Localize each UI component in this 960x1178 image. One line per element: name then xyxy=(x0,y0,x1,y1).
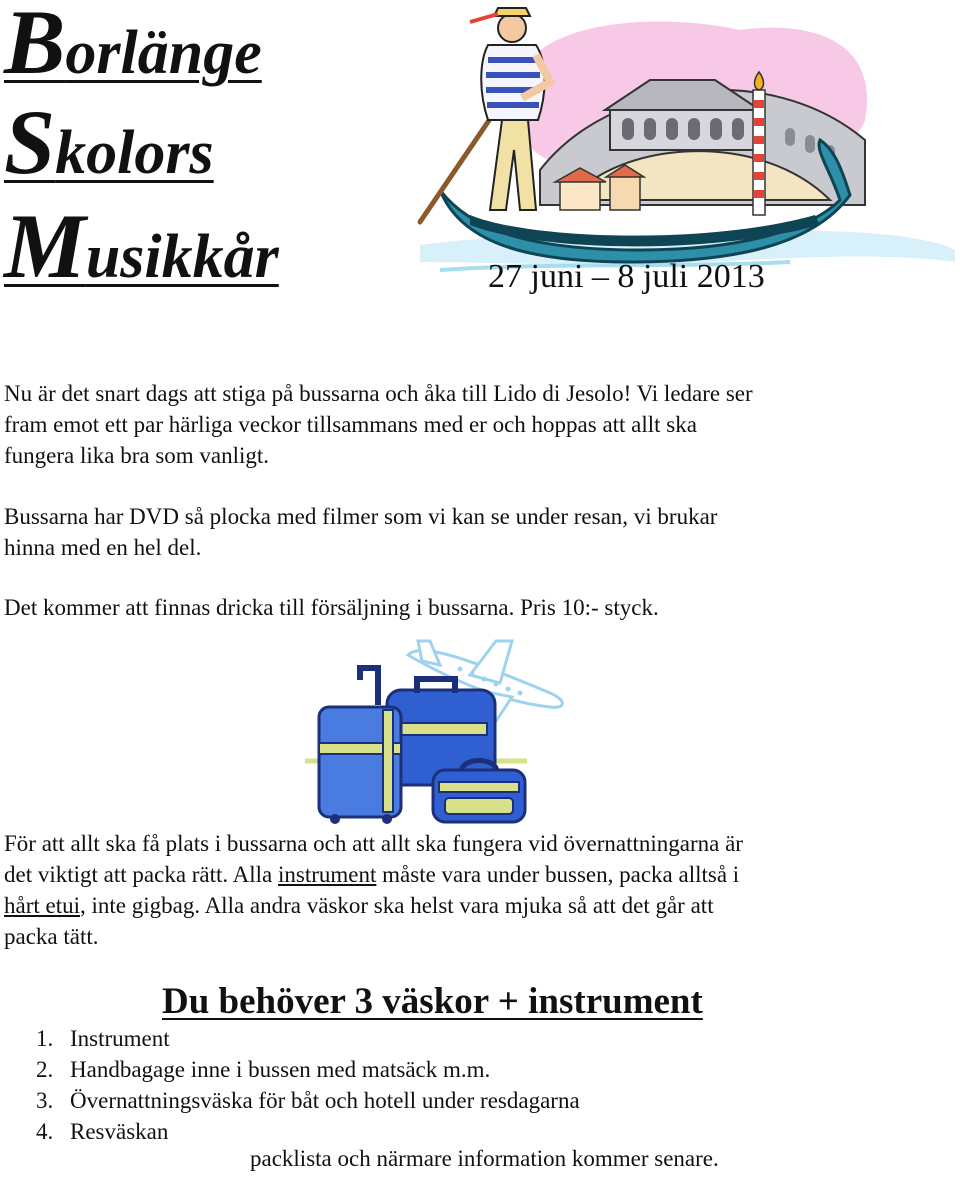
dvd-paragraph: Bussarna har DVD så plocka med filmer som vi kan se under resan, vi brukar hinna med en hel del. xyxy=(4,504,718,560)
instrument-underlined: instrument xyxy=(278,862,377,887)
title-line-musikkar: Musikkår xyxy=(4,195,279,297)
hard-case-underlined: hårt etui xyxy=(4,893,80,918)
packing-paragraph: För att allt ska få plats i bussarna och att allt ska fungera vid övernattningarna är det viktigt att packa rätt. Alla instrument måste vara under bussen, packa alltså i hårt etui, inte gigbag. Alla andra väskor ska helst vara mjuka så att det går att packa tätt. xyxy=(4,831,743,949)
gondola-clipart xyxy=(410,0,960,300)
list-item: 1. Instrument xyxy=(36,1026,170,1051)
drinks-paragraph: Det kommer att finnas dricka till försäljning i bussarna. Pris 10:- styck. xyxy=(4,595,659,620)
list-item: 4. Resväskan xyxy=(36,1119,169,1144)
title-line-skolors: Skolors xyxy=(4,91,214,193)
packing-list-note: packlista och närmare information kommer senare. xyxy=(250,1146,719,1171)
bag-list xyxy=(36,1023,580,1147)
list-item: 3. Övernattningsväska för båt och hotell under resdagarna xyxy=(36,1088,580,1113)
luggage-clipart xyxy=(305,665,535,825)
list-item: 2. Handbagage inne i bussen med matsäck m.m. xyxy=(36,1057,491,1082)
trip-dates: 27 juni – 8 juli 2013 xyxy=(488,258,765,295)
bags-heading: Du behöver 3 väskor + instrument xyxy=(162,981,703,1022)
title-line-borlange: Borlänge xyxy=(4,0,262,93)
intro-paragraph: Nu är det snart dags att stiga på bussarna och åka till Lido di Jesolo! Vi ledare ser fram emot ett par härliga veckor tillsammans med er och hoppas att allt ska fungera lika bra som vanligt. xyxy=(4,381,753,468)
